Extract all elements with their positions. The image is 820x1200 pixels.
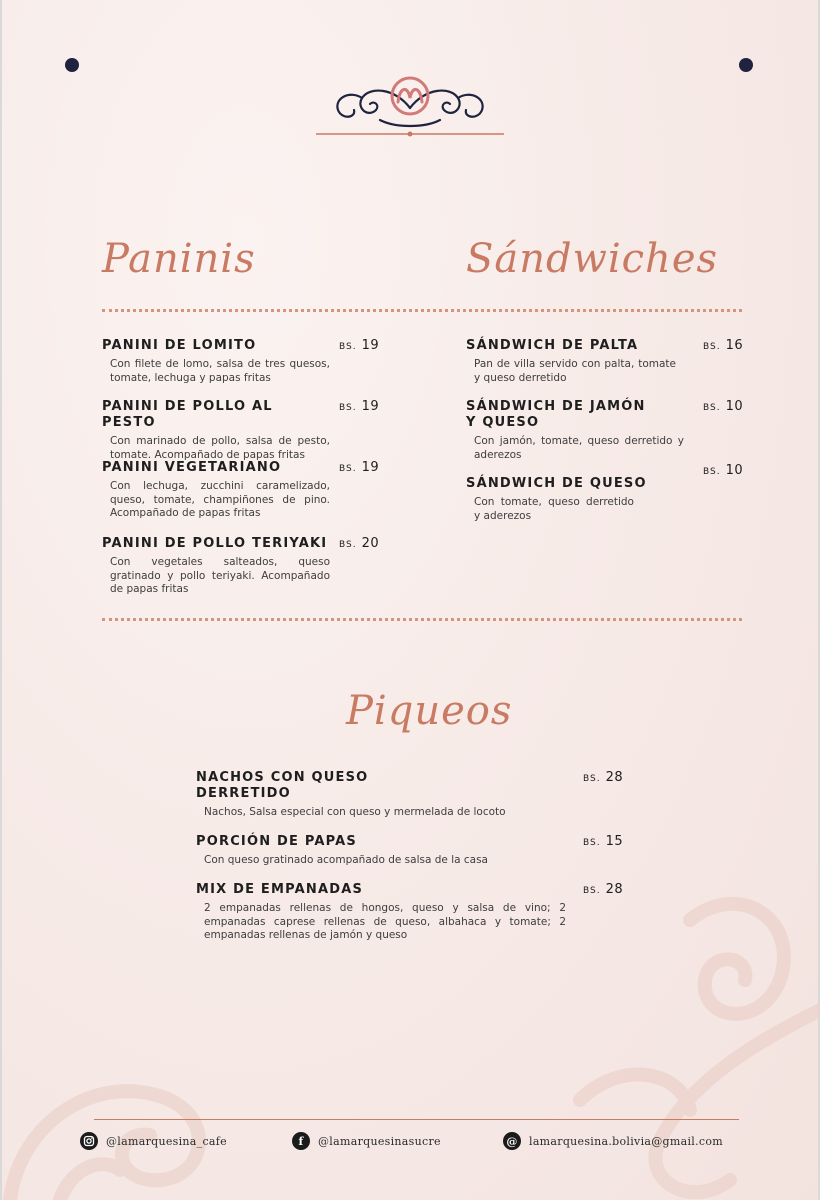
- footer-instagram[interactable]: [80, 1132, 227, 1150]
- instagram-icon: [80, 1132, 98, 1150]
- menu-item: [102, 399, 330, 462]
- footer-email[interactable]: [503, 1132, 723, 1150]
- price-value: 10: [725, 399, 744, 414]
- item-name: NACHOS CON QUESO DERRETIDO: [196, 770, 369, 801]
- item-price: [583, 770, 623, 785]
- item-price: [703, 463, 743, 478]
- currency-label: BS.: [339, 540, 357, 550]
- email-icon: @: [503, 1132, 521, 1150]
- currency-label: BS.: [583, 886, 601, 896]
- item-name: PANINI VEGETARIANO: [102, 460, 282, 475]
- price-value: 20: [361, 536, 380, 551]
- price-value: 15: [605, 834, 624, 849]
- swirl-decoration-left-icon: [0, 1010, 240, 1200]
- menu-item: [466, 476, 676, 523]
- menu-item: [196, 834, 566, 868]
- logo-ornament-icon: [310, 68, 510, 140]
- price-value: 19: [361, 460, 380, 475]
- item-price: [339, 536, 379, 551]
- item-name: SÁNDWICH DE PALTA: [466, 338, 639, 353]
- item-name: SÁNDWICH DE QUESO: [466, 476, 647, 491]
- price-value: 19: [361, 399, 380, 414]
- binder-hole-right: [739, 58, 753, 72]
- section-title-sandwiches: Sándwiches: [466, 236, 719, 282]
- currency-label: BS.: [703, 467, 721, 477]
- divider-top: [102, 309, 742, 312]
- currency-label: BS.: [583, 838, 601, 848]
- price-value: 28: [605, 882, 624, 897]
- item-description: Pan de villa servido con palta, tomate y queso derretido: [474, 358, 676, 384]
- footer-facebook[interactable]: [292, 1132, 441, 1150]
- price-value: 19: [361, 338, 380, 353]
- item-name: PANINI DE POLLO TERIYAKI: [102, 536, 328, 551]
- item-price: [703, 399, 743, 414]
- currency-label: BS.: [703, 342, 721, 352]
- instagram-handle: @lamarquesina_cafe: [106, 1134, 227, 1148]
- menu-item: [102, 338, 330, 385]
- item-name: MIX DE EMPANADAS: [196, 882, 364, 897]
- item-name: PORCIÓN DE PAPAS: [196, 834, 357, 849]
- item-price: [339, 338, 379, 353]
- currency-label: BS.: [339, 464, 357, 474]
- menu-item: [466, 338, 676, 385]
- item-name: SÁNDWICH DE JAMÓN Y QUESO: [466, 399, 646, 430]
- item-description: Nachos, Salsa especial con queso y mermelada de locoto: [204, 806, 506, 818]
- email-address: lamarquesina.bolivia@gmail.com: [529, 1134, 724, 1148]
- item-price: [583, 834, 623, 849]
- facebook-handle: @lamarquesinasucre: [318, 1134, 441, 1148]
- currency-label: BS.: [339, 403, 357, 413]
- item-description: Con queso gratinado acompañado de salsa de la casa: [204, 854, 488, 866]
- price-value: 28: [605, 770, 624, 785]
- frame-edge-left: [0, 0, 2, 1200]
- item-description: Con jamón, tomate, queso derretido y aderezos: [474, 435, 684, 461]
- footer-divider: [94, 1119, 739, 1120]
- currency-label: BS.: [703, 403, 721, 413]
- item-price: [339, 460, 379, 475]
- item-description: Con tomate, queso derretido y aderezos: [474, 496, 634, 522]
- item-description: Con lechuga, zucchini caramelizado, queso, tomate, champiñones de pino. Acompañado de papas fritas: [110, 480, 330, 519]
- item-name: PANINI DE LOMITO: [102, 338, 257, 353]
- menu-item: [466, 399, 684, 462]
- currency-label: BS.: [583, 774, 601, 784]
- menu-item: [102, 460, 330, 521]
- item-description: Con marinado de pollo, salsa de pesto, tomate. Acompañado de papas fritas: [110, 435, 330, 461]
- menu-item: [196, 882, 566, 943]
- item-description: Con vegetales salteados, queso gratinado y pollo teriyaki. Acompañado de papas fritas: [110, 556, 330, 595]
- section-title-piqueos: Piqueos: [346, 688, 513, 734]
- currency-label: BS.: [339, 342, 357, 352]
- item-description: 2 empanadas rellenas de hongos, queso y salsa de vino; 2 empanadas caprese rellenas de queso, albahaca y tomate; 2 empanadas rellenas de jamón y queso: [204, 902, 566, 941]
- section-title-paninis: Paninis: [102, 236, 256, 282]
- item-name: PANINI DE POLLO AL PESTO: [102, 399, 273, 430]
- item-price: [339, 399, 379, 414]
- price-value: 16: [725, 338, 744, 353]
- divider-bottom: [102, 618, 742, 621]
- item-price: [703, 338, 743, 353]
- price-value: 10: [725, 463, 744, 478]
- item-price: [583, 882, 623, 897]
- item-description: Con filete de lomo, salsa de tres quesos, tomate, lechuga y papas fritas: [110, 358, 330, 384]
- menu-item: [196, 770, 566, 820]
- menu-item: [102, 536, 330, 597]
- binder-hole-left: [65, 58, 79, 72]
- facebook-icon: f: [292, 1132, 310, 1150]
